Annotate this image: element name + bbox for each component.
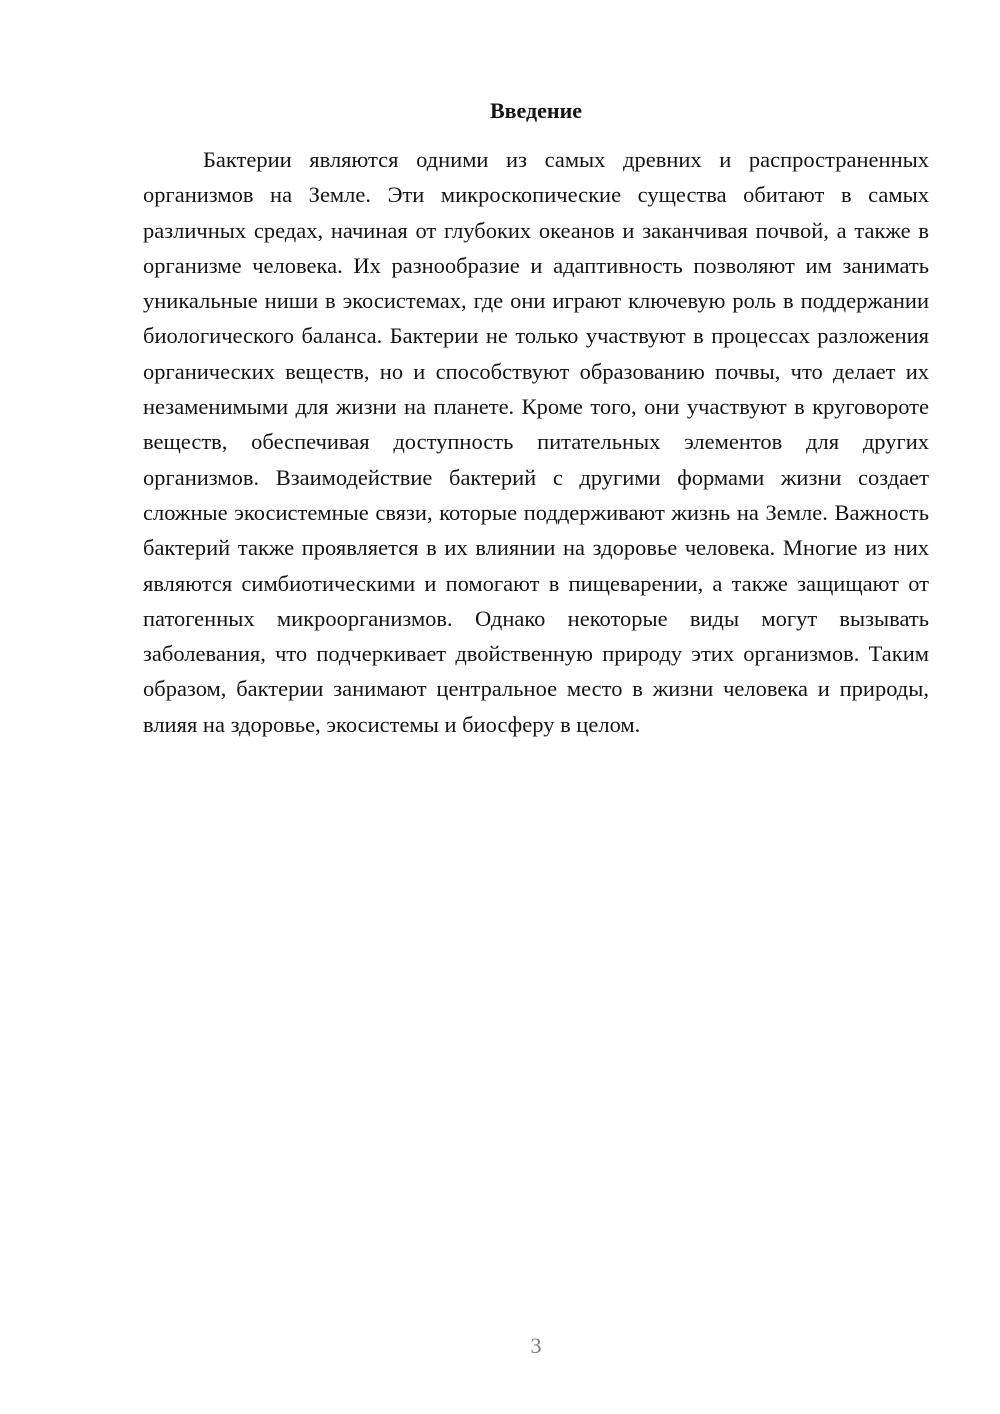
section-heading: Введение <box>489 98 583 123</box>
body-paragraph: Бактерии являются одними из самых древних и распространенных организмов на Земле. Эти микроскопические существа обитают в самых различных средах, начиная от глубоких океанов и заканчивая почвой, а также в организме человека. Их разнообразие и адаптивность позволяют им занимать уникальные ниши в экосистемах, где они играют ключевую роль в поддержании биологического баланса. Бактерии не только участвуют в процессах разложения органических веществ, но и способствуют образованию почвы, что делает их незаменимыми для жизни на планете. Кроме того, они участвуют в круговороте веществ, обеспечивая доступность питательных элементов для других организмов. Взаимодействие бактерий с другими формами жизни создает сложные экосистемные связи, которые поддерживают жизнь на Земле. Важность бактерий также проявляется в их влиянии на здоровье человека. Многие из них являются симбиотическими и помогают в пищеварении, а также защищают от патогенных микроорганизмов. Однако некоторые виды могут вызывать заболевания, что подчеркивает двойственную природу этих организмов. Таким образом, бактерии занимают центральное место в жизни человека и природы, влияя на здоровье, экосистемы и биосферу в целом. <box>143 147 929 737</box>
page-number: 3 <box>530 1333 542 1358</box>
